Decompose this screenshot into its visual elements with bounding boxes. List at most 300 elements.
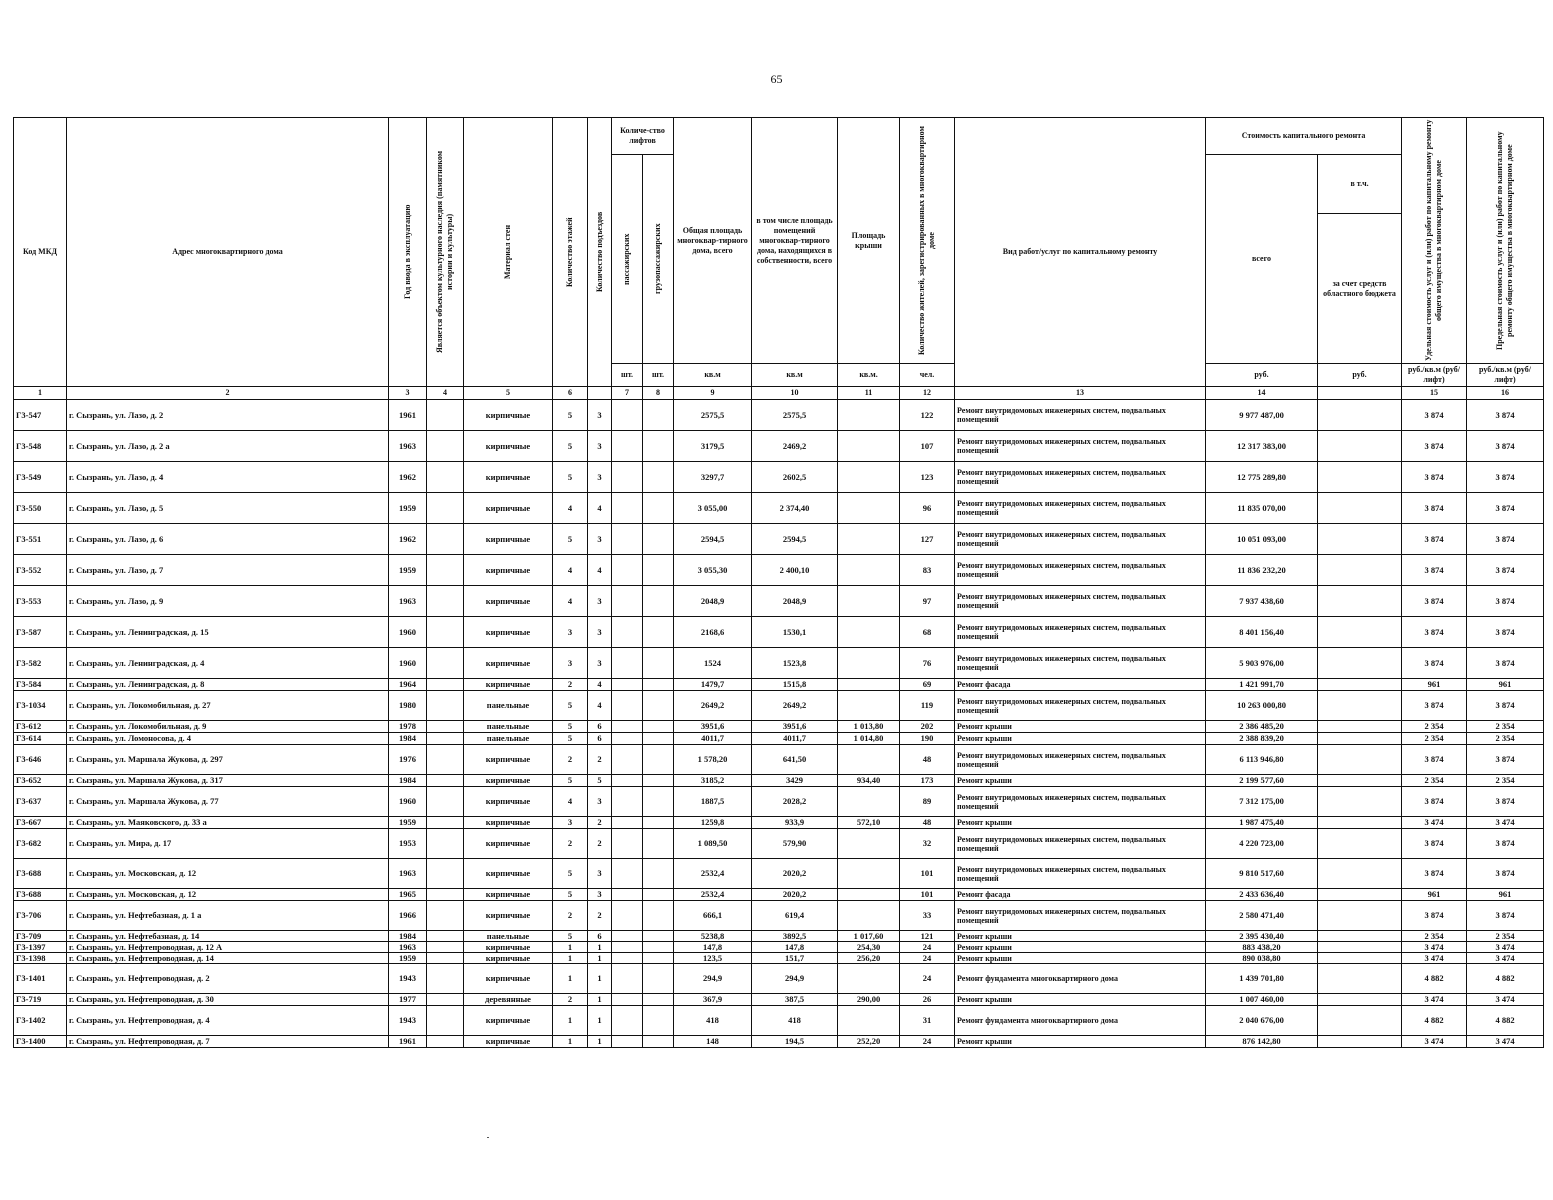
row-roof-area	[838, 493, 900, 524]
row-work-type: Ремонт внутридомовых инженерных систем, подвальных помещений	[955, 555, 1206, 586]
row-address: г. Сызрань, ул. Маршала Жукова, д. 77	[67, 787, 389, 817]
column-number	[588, 387, 612, 400]
row-walls: кирпичные	[464, 901, 553, 931]
row-lifts-pass	[612, 431, 643, 462]
row-residents: 48	[900, 817, 955, 829]
row-heritage	[427, 400, 464, 431]
row-area-owned: 579,90	[752, 829, 838, 859]
row-cost-regional	[1318, 493, 1402, 524]
row-cost-total: 2 386 485,20	[1206, 721, 1318, 733]
column-number	[1318, 387, 1402, 400]
row-work-type: Ремонт внутридомовых инженерных систем, подвальных помещений	[955, 400, 1206, 431]
row-cost-regional	[1318, 889, 1402, 901]
table-row	[14, 1036, 1544, 1048]
row-cost-regional	[1318, 745, 1402, 775]
row-floors: 5	[553, 721, 588, 733]
row-heritage	[427, 691, 464, 721]
row-cost-total: 5 903 976,00	[1206, 648, 1318, 679]
row-unit-cost: 3 874	[1402, 691, 1467, 721]
row-lifts-cargo	[643, 555, 674, 586]
row-walls: деревянные	[464, 994, 553, 1006]
row-walls: кирпичные	[464, 648, 553, 679]
row-unit-cost: 3 874	[1402, 555, 1467, 586]
row-heritage	[427, 817, 464, 829]
row-cost-regional	[1318, 994, 1402, 1006]
row-area-owned: 387,5	[752, 994, 838, 1006]
row-work-type: Ремонт крыши	[955, 942, 1206, 953]
unit-area-total: кв.м	[674, 364, 752, 387]
row-unit-cost: 3 874	[1402, 859, 1467, 889]
row-code: Г3-688	[14, 859, 67, 889]
row-lifts-cargo	[643, 648, 674, 679]
unit-cost-total: руб.	[1206, 364, 1318, 387]
row-walls: кирпичные	[464, 775, 553, 787]
row-year: 1963	[389, 586, 427, 617]
page-number: 65	[770, 72, 783, 86]
row-area-total: 4011,7	[674, 733, 752, 745]
row-unit-cost: 3 874	[1402, 745, 1467, 775]
row-max-cost: 2 354	[1467, 733, 1544, 745]
row-roof-area	[838, 889, 900, 901]
row-heritage	[427, 787, 464, 817]
row-entrances: 3	[588, 787, 612, 817]
row-entrances: 1	[588, 1036, 612, 1048]
row-walls: кирпичные	[464, 431, 553, 462]
row-lifts-cargo	[643, 617, 674, 648]
header-residents: Количество жителей, зарегистрированных в многоквартирном доме	[917, 126, 937, 355]
row-max-cost: 3 874	[1467, 462, 1544, 493]
row-lifts-pass	[612, 691, 643, 721]
row-code: Г3-547	[14, 400, 67, 431]
row-address: г. Сызрань, ул. Локомобильная, д. 27	[67, 691, 389, 721]
row-walls: кирпичные	[464, 859, 553, 889]
row-heritage	[427, 994, 464, 1006]
row-code: Г3-584	[14, 679, 67, 691]
row-lifts-cargo	[643, 942, 674, 953]
row-cost-regional	[1318, 691, 1402, 721]
row-roof-area	[838, 400, 900, 431]
row-residents: 89	[900, 787, 955, 817]
row-code: Г3-688	[14, 889, 67, 901]
row-cost-regional	[1318, 617, 1402, 648]
row-max-cost: 3 874	[1467, 524, 1544, 555]
row-unit-cost: 3 474	[1402, 994, 1467, 1006]
column-number: 13	[955, 387, 1206, 400]
row-cost-total: 2 040 676,00	[1206, 1006, 1318, 1036]
table-row	[14, 942, 1544, 953]
row-max-cost: 2 354	[1467, 775, 1544, 787]
row-unit-cost: 3 874	[1402, 400, 1467, 431]
row-year: 1959	[389, 817, 427, 829]
row-max-cost: 3 874	[1467, 431, 1544, 462]
row-lifts-pass	[612, 775, 643, 787]
row-roof-area: 1 014,80	[838, 733, 900, 745]
row-lifts-cargo	[643, 1006, 674, 1036]
row-code: Г3-612	[14, 721, 67, 733]
row-roof-area: 290,00	[838, 994, 900, 1006]
row-heritage	[427, 493, 464, 524]
row-entrances: 6	[588, 721, 612, 733]
row-work-type: Ремонт крыши	[955, 733, 1206, 745]
row-area-owned: 2 400,10	[752, 555, 838, 586]
table-row	[14, 555, 1544, 586]
row-cost-total: 8 401 156,40	[1206, 617, 1318, 648]
row-lifts-pass	[612, 617, 643, 648]
row-cost-regional	[1318, 901, 1402, 931]
row-entrances: 3	[588, 462, 612, 493]
row-cost-total: 6 113 946,80	[1206, 745, 1318, 775]
row-address: г. Сызрань, ул. Нефтебазная, д. 14	[67, 931, 389, 942]
row-address: г. Сызрань, ул. Лазо, д. 7	[67, 555, 389, 586]
row-cost-regional	[1318, 829, 1402, 859]
row-code: Г3-1400	[14, 1036, 67, 1048]
row-area-total: 3 055,00	[674, 493, 752, 524]
row-max-cost: 3 874	[1467, 586, 1544, 617]
row-area-owned: 2575,5	[752, 400, 838, 431]
row-walls: кирпичные	[464, 493, 553, 524]
row-floors: 5	[553, 859, 588, 889]
row-roof-area: 254,30	[838, 942, 900, 953]
row-cost-total: 1 421 991,70	[1206, 679, 1318, 691]
row-entrances: 3	[588, 648, 612, 679]
row-unit-cost: 2 354	[1402, 775, 1467, 787]
row-address: г. Сызрань, ул. Маршала Жукова, д. 317	[67, 775, 389, 787]
row-area-total: 123,5	[674, 953, 752, 964]
row-area-total: 1259,8	[674, 817, 752, 829]
row-cost-regional	[1318, 586, 1402, 617]
row-year: 1943	[389, 1006, 427, 1036]
table-row	[14, 462, 1544, 493]
row-work-type: Ремонт крыши	[955, 953, 1206, 964]
row-unit-cost: 2 354	[1402, 721, 1467, 733]
header-area-owned: в том числе площадь помещений многоквар-тирного дома, находящихся в собственности, всего	[752, 118, 838, 364]
row-max-cost: 3 474	[1467, 953, 1544, 964]
row-year: 1962	[389, 524, 427, 555]
row-entrances: 4	[588, 493, 612, 524]
row-roof-area	[838, 829, 900, 859]
row-year: 1962	[389, 462, 427, 493]
row-lifts-pass	[612, 994, 643, 1006]
row-max-cost: 3 474	[1467, 817, 1544, 829]
row-floors: 1	[553, 953, 588, 964]
row-area-total: 3179,5	[674, 431, 752, 462]
row-unit-cost: 3 874	[1402, 617, 1467, 648]
row-heritage	[427, 617, 464, 648]
capital-repair-table	[13, 117, 1544, 1048]
row-year: 1984	[389, 775, 427, 787]
row-work-type: Ремонт внутридомовых инженерных систем, подвальных помещений	[955, 493, 1206, 524]
row-lifts-cargo	[643, 1036, 674, 1048]
row-walls: кирпичные	[464, 817, 553, 829]
row-area-total: 1524	[674, 648, 752, 679]
row-year: 1960	[389, 617, 427, 648]
table-row	[14, 733, 1544, 745]
row-lifts-cargo	[643, 901, 674, 931]
row-heritage	[427, 942, 464, 953]
row-work-type: Ремонт внутридомовых инженерных систем, подвальных помещений	[955, 901, 1206, 931]
header-cost-group: Стоимость капитального ремонта	[1206, 118, 1402, 155]
row-walls: кирпичные	[464, 400, 553, 431]
row-lifts-pass	[612, 524, 643, 555]
row-roof-area: 256,20	[838, 953, 900, 964]
row-area-total: 5238,8	[674, 931, 752, 942]
row-heritage	[427, 964, 464, 994]
row-unit-cost: 3 874	[1402, 462, 1467, 493]
row-cost-regional	[1318, 648, 1402, 679]
row-walls: кирпичные	[464, 462, 553, 493]
row-roof-area	[838, 901, 900, 931]
row-max-cost: 3 874	[1467, 648, 1544, 679]
unit-residents: чел.	[900, 364, 955, 387]
row-residents: 48	[900, 745, 955, 775]
row-residents: 76	[900, 648, 955, 679]
row-code: Г3-1398	[14, 953, 67, 964]
column-number: 5	[464, 387, 553, 400]
unit-roof-area: кв.м.	[838, 364, 900, 387]
column-number: 15	[1402, 387, 1467, 400]
header-address: Адрес многоквартирного дома	[67, 118, 389, 387]
row-cost-regional	[1318, 942, 1402, 953]
table-row	[14, 586, 1544, 617]
row-residents: 33	[900, 901, 955, 931]
row-area-owned: 194,5	[752, 1036, 838, 1048]
row-area-owned: 1523,8	[752, 648, 838, 679]
header-unit-cost: Удельная стоимость услуг и (или) работ по капитальному ремонту общего имущества в многоквартирном доме	[1424, 119, 1444, 362]
row-cost-total: 2 395 430,40	[1206, 931, 1318, 942]
row-area-total: 418	[674, 1006, 752, 1036]
row-address: г. Сызрань, ул. Лазо, д. 2 а	[67, 431, 389, 462]
row-area-total: 2168,6	[674, 617, 752, 648]
row-max-cost: 2 354	[1467, 721, 1544, 733]
row-entrances: 1	[588, 964, 612, 994]
row-floors: 4	[553, 493, 588, 524]
header-entrances: Количество подъездов	[594, 211, 604, 293]
row-heritage	[427, 586, 464, 617]
row-entrances: 3	[588, 617, 612, 648]
header-cost-regional: за счет средств областного бюджета	[1318, 214, 1402, 364]
row-residents: 97	[900, 586, 955, 617]
row-residents: 24	[900, 942, 955, 953]
row-roof-area	[838, 431, 900, 462]
row-max-cost: 3 874	[1467, 691, 1544, 721]
row-code: Г3-553	[14, 586, 67, 617]
row-area-owned: 3951,6	[752, 721, 838, 733]
row-heritage	[427, 733, 464, 745]
row-work-type: Ремонт внутридомовых инженерных систем, подвальных помещений	[955, 586, 1206, 617]
row-roof-area: 252,20	[838, 1036, 900, 1048]
row-unit-cost: 3 874	[1402, 524, 1467, 555]
row-walls: кирпичные	[464, 1006, 553, 1036]
row-walls: кирпичные	[464, 586, 553, 617]
row-cost-total: 1 987 475,40	[1206, 817, 1318, 829]
row-year: 1959	[389, 953, 427, 964]
row-address: г. Сызрань, ул. Лазо, д. 5	[67, 493, 389, 524]
row-roof-area	[838, 859, 900, 889]
row-cost-regional	[1318, 953, 1402, 964]
row-residents: 24	[900, 953, 955, 964]
table-row	[14, 931, 1544, 942]
row-address: г. Сызрань, ул. Ленинградская, д. 8	[67, 679, 389, 691]
row-floors: 5	[553, 691, 588, 721]
row-code: Г3-682	[14, 829, 67, 859]
row-max-cost: 2 354	[1467, 931, 1544, 942]
header-max-cost: Предельная стоимость услуг и (или) работ по капитальному ремонту общего имущества в многоквартирном доме	[1495, 131, 1515, 350]
row-entrances: 1	[588, 953, 612, 964]
row-cost-total: 876 142,80	[1206, 1036, 1318, 1048]
row-year: 1961	[389, 400, 427, 431]
row-area-owned: 294,9	[752, 964, 838, 994]
row-lifts-pass	[612, 942, 643, 953]
row-entrances: 3	[588, 400, 612, 431]
row-entrances: 5	[588, 775, 612, 787]
row-work-type: Ремонт внутридомовых инженерных систем, подвальных помещений	[955, 431, 1206, 462]
row-area-owned: 147,8	[752, 942, 838, 953]
row-residents: 190	[900, 733, 955, 745]
row-floors: 5	[553, 524, 588, 555]
row-residents: 101	[900, 859, 955, 889]
row-code: Г3-550	[14, 493, 67, 524]
header-code: Код МКД	[14, 118, 67, 387]
row-floors: 2	[553, 994, 588, 1006]
row-residents: 101	[900, 889, 955, 901]
row-code: Г3-587	[14, 617, 67, 648]
table-row	[14, 817, 1544, 829]
row-area-total: 3185,2	[674, 775, 752, 787]
row-area-owned: 619,4	[752, 901, 838, 931]
row-work-type: Ремонт фундамента многоквартирного дома	[955, 964, 1206, 994]
row-year: 1976	[389, 745, 427, 775]
row-walls: кирпичные	[464, 524, 553, 555]
row-entrances: 1	[588, 994, 612, 1006]
row-walls: кирпичные	[464, 964, 553, 994]
table-row	[14, 493, 1544, 524]
header-area-total: Общая площадь многоквар-тирного дома, всего	[674, 118, 752, 364]
row-year: 1960	[389, 648, 427, 679]
row-floors: 5	[553, 733, 588, 745]
row-max-cost: 961	[1467, 679, 1544, 691]
row-entrances: 1	[588, 1006, 612, 1036]
row-work-type: Ремонт крыши	[955, 931, 1206, 942]
row-max-cost: 3 874	[1467, 787, 1544, 817]
table-row	[14, 648, 1544, 679]
table-body	[14, 400, 1544, 1048]
row-year: 1966	[389, 901, 427, 931]
row-max-cost: 3 474	[1467, 942, 1544, 953]
row-lifts-pass	[612, 859, 643, 889]
row-max-cost: 961	[1467, 889, 1544, 901]
row-cost-total: 11 835 070,00	[1206, 493, 1318, 524]
row-cost-total: 7 937 438,60	[1206, 586, 1318, 617]
column-number: 1	[14, 387, 67, 400]
row-entrances: 6	[588, 931, 612, 942]
row-lifts-cargo	[643, 400, 674, 431]
row-floors: 4	[553, 787, 588, 817]
row-cost-total: 2 199 577,60	[1206, 775, 1318, 787]
row-floors: 4	[553, 555, 588, 586]
row-residents: 26	[900, 994, 955, 1006]
row-unit-cost: 3 874	[1402, 829, 1467, 859]
row-lifts-cargo	[643, 431, 674, 462]
row-lifts-pass	[612, 964, 643, 994]
column-number: 14	[1206, 387, 1318, 400]
row-area-owned: 2048,9	[752, 586, 838, 617]
table-row	[14, 889, 1544, 901]
row-area-total: 2594,5	[674, 524, 752, 555]
row-roof-area: 1 013,80	[838, 721, 900, 733]
row-floors: 4	[553, 586, 588, 617]
row-residents: 31	[900, 1006, 955, 1036]
header-roof-area: Площадь крыши	[838, 118, 900, 364]
row-heritage	[427, 679, 464, 691]
row-lifts-pass	[612, 679, 643, 691]
row-max-cost: 3 474	[1467, 1036, 1544, 1048]
row-lifts-cargo	[643, 524, 674, 555]
row-cost-total: 11 836 232,20	[1206, 555, 1318, 586]
row-address: г. Сызрань, ул. Ленинградская, д. 15	[67, 617, 389, 648]
row-year: 1963	[389, 942, 427, 953]
row-residents: 123	[900, 462, 955, 493]
row-lifts-cargo	[643, 745, 674, 775]
row-year: 1963	[389, 431, 427, 462]
scan-mark	[487, 1137, 489, 1138]
row-address: г. Сызрань, ул. Нефтебазная, д. 1 а	[67, 901, 389, 931]
row-entrances: 2	[588, 745, 612, 775]
unit-lifts-cargo: шт.	[643, 364, 674, 387]
row-cost-regional	[1318, 721, 1402, 733]
row-lifts-pass	[612, 1036, 643, 1048]
row-address: г. Сызрань, ул. Московская, д. 12	[67, 859, 389, 889]
column-number-row	[14, 387, 1544, 400]
row-code: Г3-1402	[14, 1006, 67, 1036]
row-entrances: 4	[588, 679, 612, 691]
row-max-cost: 3 874	[1467, 901, 1544, 931]
row-area-owned: 641,50	[752, 745, 838, 775]
row-area-total: 3297,7	[674, 462, 752, 493]
row-work-type: Ремонт фасада	[955, 889, 1206, 901]
row-entrances: 3	[588, 889, 612, 901]
row-unit-cost: 961	[1402, 679, 1467, 691]
row-unit-cost: 3 474	[1402, 942, 1467, 953]
row-area-owned: 418	[752, 1006, 838, 1036]
row-walls: кирпичные	[464, 942, 553, 953]
row-work-type: Ремонт крыши	[955, 1036, 1206, 1048]
row-floors: 3	[553, 817, 588, 829]
row-max-cost: 3 474	[1467, 994, 1544, 1006]
row-area-total: 367,9	[674, 994, 752, 1006]
row-code: Г3-652	[14, 775, 67, 787]
row-max-cost: 4 882	[1467, 964, 1544, 994]
row-unit-cost: 3 474	[1402, 1036, 1467, 1048]
row-cost-regional	[1318, 524, 1402, 555]
row-residents: 24	[900, 964, 955, 994]
column-number: 7	[612, 387, 643, 400]
row-lifts-pass	[612, 493, 643, 524]
row-area-owned: 2020,2	[752, 889, 838, 901]
row-address: г. Сызрань, ул. Нефтепроводная, д. 14	[67, 953, 389, 964]
table-row	[14, 617, 1544, 648]
column-number: 2	[67, 387, 389, 400]
row-lifts-cargo	[643, 691, 674, 721]
row-lifts-pass	[612, 648, 643, 679]
row-address: г. Сызрань, ул. Нефтепроводная, д. 2	[67, 964, 389, 994]
row-area-total: 3 055,30	[674, 555, 752, 586]
row-address: г. Сызрань, ул. Лазо, д. 6	[67, 524, 389, 555]
header-walls: Материал стен	[503, 224, 512, 280]
row-entrances: 2	[588, 901, 612, 931]
row-walls: кирпичные	[464, 829, 553, 859]
row-floors: 5	[553, 431, 588, 462]
row-code: Г3-552	[14, 555, 67, 586]
